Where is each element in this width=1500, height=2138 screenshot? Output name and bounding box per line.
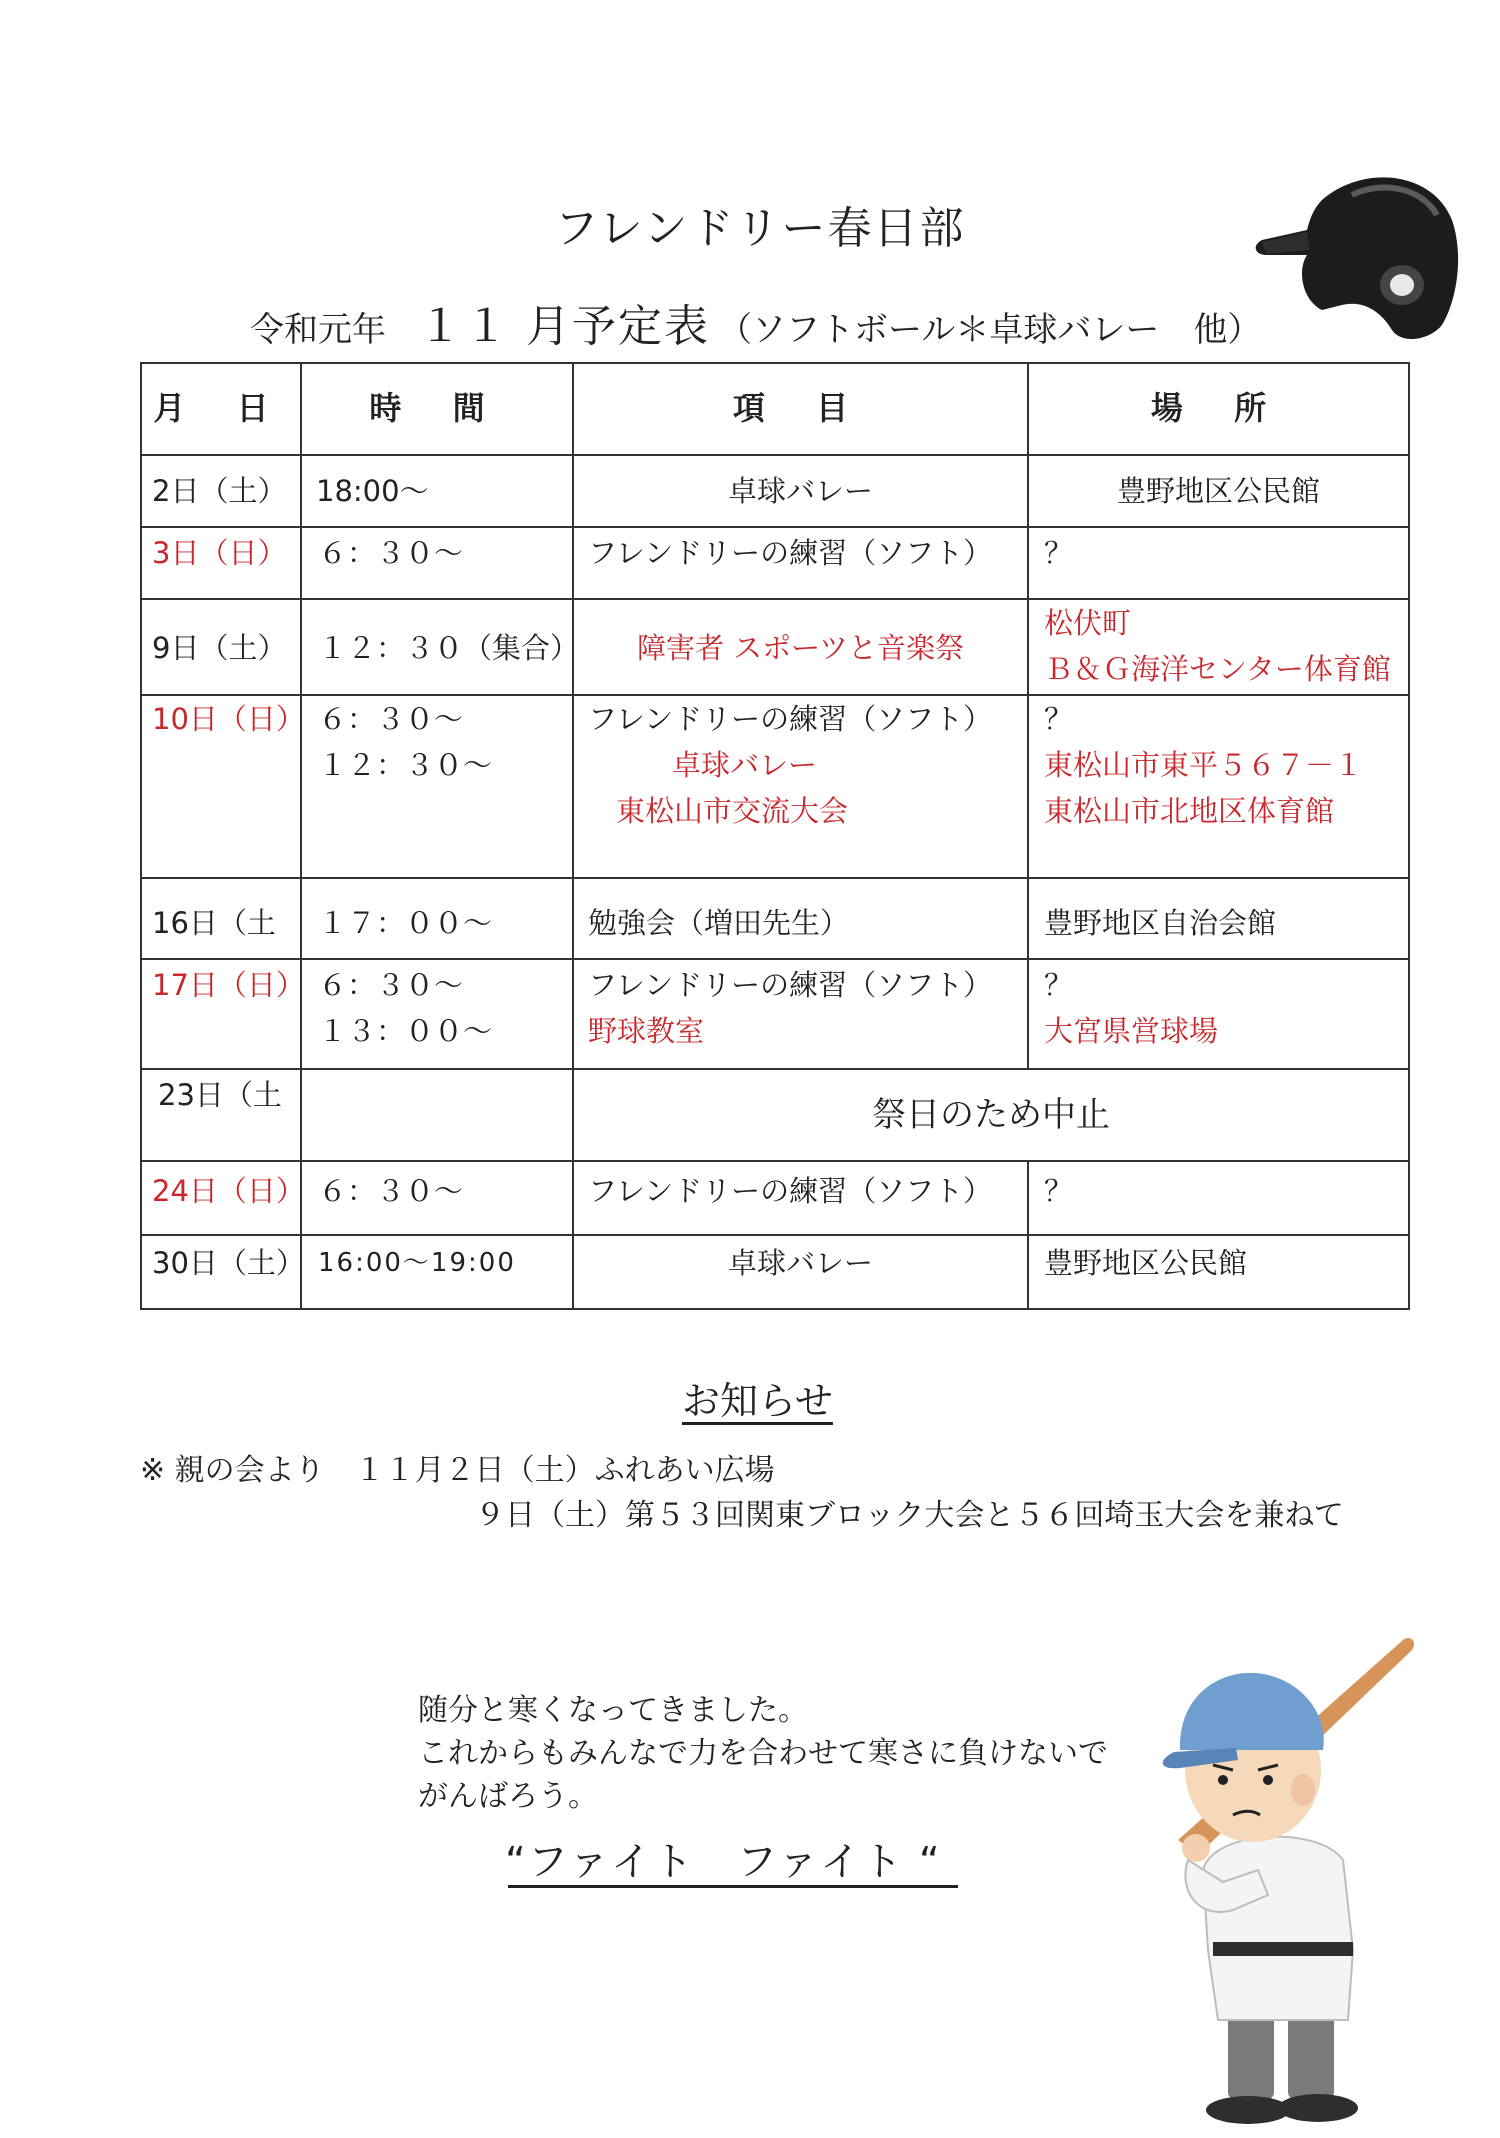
row-4-time-1: ６：３０～ <box>318 702 464 736</box>
row-7-cancel-note: 祭日のため中止 <box>872 1095 1110 1135</box>
notice-line-1: ※ 親の会より １１月２日（土）ふれあい広場 <box>140 1453 775 1488</box>
row-9-item: 卓球バレー <box>727 1246 873 1280</box>
row-3-time: １２：３０（集合） <box>318 631 580 665</box>
row-9-date: 30日（土） <box>152 1246 305 1280</box>
row-6-date: 17日（日） <box>152 968 305 1002</box>
row-6-place-1: ？ <box>1044 968 1074 1002</box>
row-3-place-1: 松伏町 <box>1044 606 1132 640</box>
row-4-item-3: 東松山市交流大会 <box>616 794 849 828</box>
row-1-item: 卓球バレー <box>727 474 873 508</box>
row-5-time: １７：００～ <box>318 906 493 940</box>
row-1-date: 2日（土） <box>152 474 287 508</box>
row-1-time: 18:00～ <box>316 474 429 508</box>
row-6-time-2: １３：００～ <box>318 1014 493 1048</box>
row-2-time: ６：３０～ <box>318 536 464 570</box>
row-6-place-2: 大宮県営球場 <box>1044 1014 1219 1048</box>
row-3-item: 障害者 スポーツと音楽祭 <box>636 631 965 665</box>
message-line-1: 随分と寒くなってきました。 <box>418 1693 808 1728</box>
row-8-date: 24日（日） <box>152 1174 305 1208</box>
row-6-time-1: ６：３０～ <box>318 968 464 1002</box>
row-6-item-2: 野球教室 <box>588 1014 705 1048</box>
row-5-item: 勉強会（増田先生） <box>588 906 850 940</box>
row-6-item-1: フレンドリーの練習（ソフト） <box>588 968 993 1002</box>
schedule-month-title: １１ 月予定表 <box>418 301 710 352</box>
row-3-place-2: Ｂ＆Ｇ海洋センター体育館 <box>1044 652 1391 686</box>
row-1-place: 豊野地区公民館 <box>1116 474 1320 508</box>
col-header-item: 項 目 <box>732 389 869 427</box>
col-header-time: 時 間 <box>369 389 505 427</box>
row-8-place: ？ <box>1044 1174 1074 1208</box>
col-header-place: 場 所 <box>1150 389 1287 427</box>
row-5-place: 豊野地区自治会館 <box>1044 906 1277 940</box>
notice-line-2: ９日（土）第５３回関東ブロック大会と５６回埼玉大会を兼ねて <box>475 1498 1344 1533</box>
row-8-item: フレンドリーの練習（ソフト） <box>588 1174 993 1208</box>
message-line-2: これからもみんなで力を合わせて寒さに負けないで <box>418 1736 1108 1771</box>
batting-helmet-icon <box>1252 160 1462 350</box>
row-4-item-2: 卓球バレー <box>672 748 818 782</box>
row-4-date: 10日（日） <box>152 702 305 736</box>
row-3-date: 9日（土） <box>152 631 287 665</box>
row-4-place-1: ？ <box>1044 702 1074 736</box>
row-5-date: 16日（土 <box>152 906 276 940</box>
row-4-item-1: フレンドリーの練習（ソフト） <box>588 702 993 736</box>
message-line-3: がんばろう。 <box>418 1779 598 1814</box>
row-9-time: 16:00～19:00 <box>318 1248 516 1278</box>
row-4-place-2: 東松山市東平５６７－１ <box>1044 748 1364 782</box>
era-label: 令和元年 <box>250 310 386 350</box>
org-title: フレンドリー春日部 <box>554 203 966 254</box>
notice-heading: お知らせ <box>682 1379 833 1423</box>
col-header-date: 月 日 <box>153 389 289 427</box>
cheer-text: “ファイト ファイト “ <box>505 1839 942 1885</box>
baseball-player-icon <box>1118 1620 1418 2130</box>
row-7-date: 23日（土 <box>158 1078 282 1112</box>
row-2-place: ？ <box>1044 536 1074 570</box>
row-2-item: フレンドリーの練習（ソフト） <box>588 536 993 570</box>
cheer-underline <box>508 1885 958 1888</box>
row-4-time-2: １２：３０～ <box>318 748 493 782</box>
row-9-place: 豊野地区公民館 <box>1044 1246 1248 1280</box>
row-4-place-3: 東松山市北地区体育館 <box>1044 794 1335 828</box>
schedule-title <box>250 290 1261 354</box>
schedule-title-note: （ソフトボール＊卓球バレー 他） <box>718 310 1262 350</box>
row-8-time: ６：３０～ <box>318 1174 464 1208</box>
row-2-date: 3日（日） <box>152 536 287 570</box>
